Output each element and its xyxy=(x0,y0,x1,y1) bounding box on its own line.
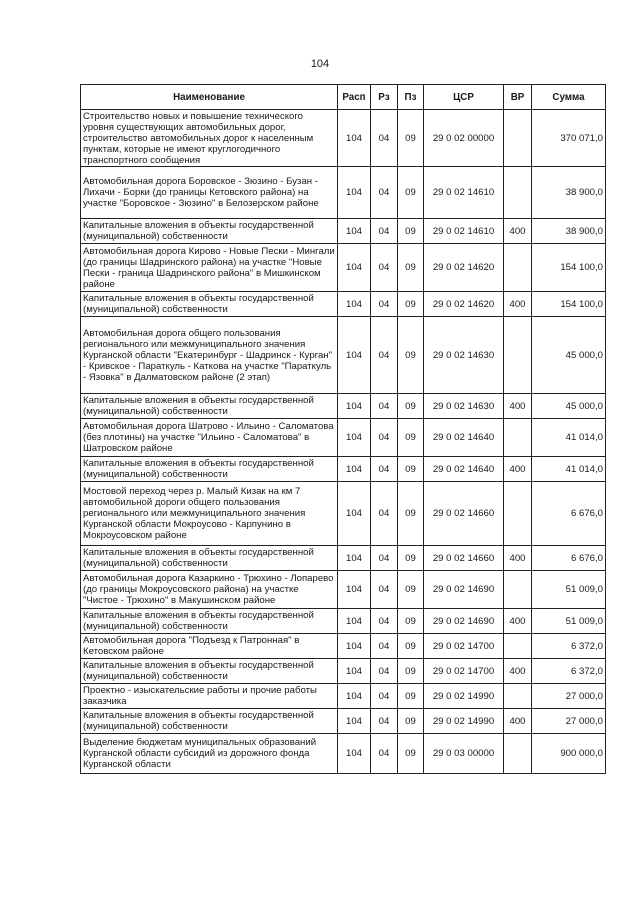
cell-pz: 09 xyxy=(398,546,424,571)
cell-name: Капитальные вложения в объекты государственной (муниципальной) собственности xyxy=(81,609,338,634)
cell-vr xyxy=(504,684,532,709)
table-row xyxy=(81,571,606,609)
cell-sum: 370 071,0 xyxy=(532,110,606,167)
cell-sum: 6 676,0 xyxy=(532,546,606,571)
cell-pz: 09 xyxy=(398,292,424,317)
cell-name: Капитальные вложения в объекты государственной (муниципальной) собственности xyxy=(81,394,338,419)
cell-pz: 09 xyxy=(398,734,424,774)
table-row xyxy=(81,546,606,571)
cell-rz: 04 xyxy=(371,110,398,167)
header-name: Наименование xyxy=(81,85,338,110)
header-pz: Пз xyxy=(398,85,424,110)
table-row xyxy=(81,659,606,684)
cell-rz: 04 xyxy=(371,244,398,292)
cell-rz: 04 xyxy=(371,709,398,734)
cell-csr: 29 0 02 14640 xyxy=(424,457,504,482)
cell-rz: 04 xyxy=(371,167,398,219)
cell-sum: 51 009,0 xyxy=(532,609,606,634)
cell-sum: 6 372,0 xyxy=(532,659,606,684)
cell-pz: 09 xyxy=(398,609,424,634)
cell-sum: 51 009,0 xyxy=(532,571,606,609)
cell-rasp: 104 xyxy=(338,546,371,571)
cell-name: Автомобильная дорога "Подъезд к Патронная" в Кетовском районе xyxy=(81,634,338,659)
cell-name: Автомобильная дорога Кирово - Новые Пески - Мингали (до границы Шадринского района) на участке "Новые Пески - граница Шадринского района" в Мишкинском районе xyxy=(81,244,338,292)
cell-csr: 29 0 02 14610 xyxy=(424,167,504,219)
cell-pz: 09 xyxy=(398,709,424,734)
cell-name: Автомобильная дорога Боровское - Зюзино - Бузан - Лихачи - Борки (до границы Кетовского района) на участке "Боровское - Зюзино" в Белозерском районе xyxy=(81,167,338,219)
cell-name: Автомобильная дорога Шатрово - Ильино - Саломатова (без плотины) на участке "Ильино - Саломатова" в Шатровском районе xyxy=(81,419,338,457)
cell-rz: 04 xyxy=(371,317,398,394)
cell-rz: 04 xyxy=(371,546,398,571)
cell-rasp: 104 xyxy=(338,609,371,634)
cell-csr: 29 0 02 14990 xyxy=(424,684,504,709)
cell-csr: 29 0 02 14700 xyxy=(424,659,504,684)
page-number: 104 xyxy=(310,58,330,70)
cell-name: Автомобильная дорога общего пользования регионального или межмуниципального значения Курганской области "Екатеринбург - Шадринск - Курган" - Кривское - Параткуль - Каткова на участке "Параткуль - Язовка" в Далматовском районе (2 этап) xyxy=(81,317,338,394)
cell-sum: 38 900,0 xyxy=(532,167,606,219)
cell-rasp: 104 xyxy=(338,110,371,167)
table-row xyxy=(81,292,606,317)
cell-sum: 45 000,0 xyxy=(532,317,606,394)
table-header-row xyxy=(81,85,606,110)
cell-vr xyxy=(504,244,532,292)
cell-pz: 09 xyxy=(398,244,424,292)
budget-table xyxy=(80,84,606,774)
cell-csr: 29 0 02 00000 xyxy=(424,110,504,167)
cell-sum: 45 000,0 xyxy=(532,394,606,419)
cell-vr xyxy=(504,167,532,219)
cell-rz: 04 xyxy=(371,684,398,709)
cell-vr: 400 xyxy=(504,394,532,419)
cell-rz: 04 xyxy=(371,219,398,244)
cell-rz: 04 xyxy=(371,734,398,774)
cell-rasp: 104 xyxy=(338,709,371,734)
cell-sum: 154 100,0 xyxy=(532,292,606,317)
cell-rz: 04 xyxy=(371,571,398,609)
cell-pz: 09 xyxy=(398,684,424,709)
cell-vr xyxy=(504,317,532,394)
cell-rz: 04 xyxy=(371,419,398,457)
table-row xyxy=(81,317,606,394)
cell-pz: 09 xyxy=(398,110,424,167)
cell-vr xyxy=(504,634,532,659)
table-row xyxy=(81,167,606,219)
cell-vr xyxy=(504,110,532,167)
table-row xyxy=(81,734,606,774)
table-row xyxy=(81,609,606,634)
cell-rasp: 104 xyxy=(338,684,371,709)
cell-rasp: 104 xyxy=(338,734,371,774)
cell-vr: 400 xyxy=(504,219,532,244)
cell-csr: 29 0 02 14630 xyxy=(424,394,504,419)
cell-rasp: 104 xyxy=(338,659,371,684)
cell-vr: 400 xyxy=(504,292,532,317)
cell-pz: 09 xyxy=(398,571,424,609)
cell-name: Выделение бюджетам муниципальных образований Курганской области субсидий из дорожного фонда Курганской области xyxy=(81,734,338,774)
cell-rasp: 104 xyxy=(338,292,371,317)
header-sum: Сумма xyxy=(532,85,606,110)
cell-name: Капитальные вложения в объекты государственной (муниципальной) собственности xyxy=(81,292,338,317)
cell-pz: 09 xyxy=(398,457,424,482)
cell-sum: 154 100,0 xyxy=(532,244,606,292)
table-row xyxy=(81,419,606,457)
cell-rasp: 104 xyxy=(338,244,371,292)
table-row xyxy=(81,110,606,167)
cell-name: Мостовой переход через р. Малый Кизак на км 7 автомобильной дороги общего пользования регионального или межмуниципального значения Курганской области Мокроусово - Карпунино в Мокроусовском районе xyxy=(81,482,338,546)
cell-rasp: 104 xyxy=(338,634,371,659)
cell-name: Капитальные вложения в объекты государственной (муниципальной) собственности xyxy=(81,457,338,482)
cell-pz: 09 xyxy=(398,634,424,659)
table-row xyxy=(81,684,606,709)
cell-vr xyxy=(504,482,532,546)
cell-sum: 900 000,0 xyxy=(532,734,606,774)
cell-rz: 04 xyxy=(371,292,398,317)
cell-vr: 400 xyxy=(504,609,532,634)
cell-rasp: 104 xyxy=(338,317,371,394)
cell-pz: 09 xyxy=(398,659,424,684)
cell-name: Капитальные вложения в объекты государственной (муниципальной) собственности xyxy=(81,709,338,734)
cell-csr: 29 0 02 14990 xyxy=(424,709,504,734)
header-csr: ЦСР xyxy=(424,85,504,110)
cell-rasp: 104 xyxy=(338,482,371,546)
cell-pz: 09 xyxy=(398,317,424,394)
cell-rz: 04 xyxy=(371,394,398,419)
table-row xyxy=(81,709,606,734)
cell-sum: 6 372,0 xyxy=(532,634,606,659)
cell-name: Проектно - изыскательские работы и прочие работы заказчика xyxy=(81,684,338,709)
cell-csr: 29 0 02 14610 xyxy=(424,219,504,244)
cell-vr xyxy=(504,419,532,457)
cell-rasp: 104 xyxy=(338,394,371,419)
cell-sum: 41 014,0 xyxy=(532,419,606,457)
cell-pz: 09 xyxy=(398,394,424,419)
cell-csr: 29 0 02 14690 xyxy=(424,571,504,609)
cell-vr: 400 xyxy=(504,659,532,684)
cell-name: Капитальные вложения в объекты государственной (муниципальной) собственности xyxy=(81,546,338,571)
table-row xyxy=(81,244,606,292)
table-row xyxy=(81,634,606,659)
cell-csr: 29 0 03 00000 xyxy=(424,734,504,774)
cell-csr: 29 0 02 14640 xyxy=(424,419,504,457)
cell-csr: 29 0 02 14700 xyxy=(424,634,504,659)
cell-rasp: 104 xyxy=(338,219,371,244)
cell-rz: 04 xyxy=(371,482,398,546)
cell-pz: 09 xyxy=(398,219,424,244)
cell-pz: 09 xyxy=(398,167,424,219)
header-rasp: Расп xyxy=(338,85,371,110)
cell-csr: 29 0 02 14620 xyxy=(424,292,504,317)
header-rz: Рз xyxy=(371,85,398,110)
cell-pz: 09 xyxy=(398,482,424,546)
table-row xyxy=(81,219,606,244)
cell-sum: 27 000,0 xyxy=(532,684,606,709)
cell-rz: 04 xyxy=(371,659,398,684)
cell-name: Автомобильная дорога Казаркино - Трюхино - Лопарево (до границы Мокроусовского района) на участке "Чистое - Трюхино" в Макушинском районе xyxy=(81,571,338,609)
cell-vr: 400 xyxy=(504,546,532,571)
cell-rz: 04 xyxy=(371,457,398,482)
cell-rz: 04 xyxy=(371,609,398,634)
cell-pz: 09 xyxy=(398,419,424,457)
cell-rasp: 104 xyxy=(338,457,371,482)
cell-rz: 04 xyxy=(371,634,398,659)
cell-rasp: 104 xyxy=(338,419,371,457)
table-row xyxy=(81,457,606,482)
cell-rasp: 104 xyxy=(338,571,371,609)
cell-vr xyxy=(504,571,532,609)
cell-csr: 29 0 02 14660 xyxy=(424,546,504,571)
table-row xyxy=(81,482,606,546)
cell-sum: 41 014,0 xyxy=(532,457,606,482)
cell-name: Строительство новых и повышение технического уровня существующих автомобильных дорог, строительство автомобильных дорог к населенным пунктам, которые не имеют круглогодичного транспортного сообщения xyxy=(81,110,338,167)
cell-name: Капитальные вложения в объекты государственной (муниципальной) собственности xyxy=(81,219,338,244)
cell-csr: 29 0 02 14660 xyxy=(424,482,504,546)
cell-name: Капитальные вложения в объекты государственной (муниципальной) собственности xyxy=(81,659,338,684)
cell-csr: 29 0 02 14690 xyxy=(424,609,504,634)
table-row xyxy=(81,394,606,419)
cell-vr: 400 xyxy=(504,457,532,482)
cell-sum: 6 676,0 xyxy=(532,482,606,546)
cell-sum: 38 900,0 xyxy=(532,219,606,244)
cell-sum: 27 000,0 xyxy=(532,709,606,734)
cell-vr xyxy=(504,734,532,774)
cell-vr: 400 xyxy=(504,709,532,734)
cell-rasp: 104 xyxy=(338,167,371,219)
header-vr: ВР xyxy=(504,85,532,110)
cell-csr: 29 0 02 14620 xyxy=(424,244,504,292)
cell-csr: 29 0 02 14630 xyxy=(424,317,504,394)
